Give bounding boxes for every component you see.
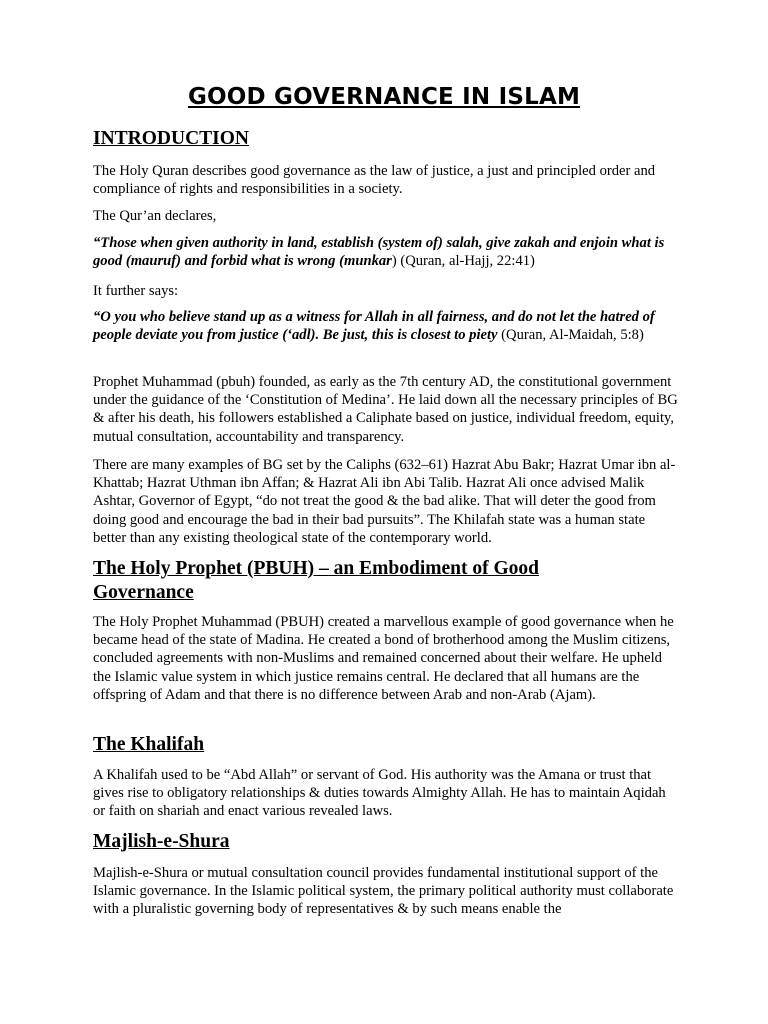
quote-al-hajj-text: “Those when given authority in land, establish (system of) salah, give zakah and enjoin what is good (mauruf) and forbid what is wrong (munkar [93,235,665,270]
khalifah-paragraph: A Khalifah used to be “Abd Allah” or servant of God. His authority was the Amana or trust that gives rise to obligatory relationships & duties towards Almighty Allah. He has to maintain Aqidah or faith on shariah and enact various revealed laws. [93,767,666,820]
intro-paragraph-5: There are many examples of BG set by the Caliphs (632–61) Hazrat Abu Bakr; Hazrat Umar ibn al-Khattab; Hazrat Uthman ibn Affan; & Hazrat Ali ibn Abi Talib. Hazrat Ali once advised Malik Ashtar, Governor of Egypt, “do not treat the good & the bad alike. That will deter the good from doing good and encourage the bad in their bad pursuits”. The Khilafah state was a human state better than any existing theological state of the contemporary world. [93,457,676,546]
intro-paragraph-3: It further says: [93,283,179,299]
quote-al-maidah-text: “O you who believe stand up as a witness for Allah in all fairness, and do not let the hatred of people deviate you from justice (‘adl). Be just, this is closest to piety [93,309,655,344]
document-title: GOOD GOVERNANCE IN ISLAM [187,84,581,110]
intro-paragraph-2: The Qur’an declares, [93,208,217,224]
quote-al-maidah [93,308,678,344]
heading-introduction: INTRODUCTION [93,128,250,149]
heading-majlish-e-shura: Majlish-e-Shura [93,831,230,852]
quote-al-hajj-reference: ) (Quran, al-Hajj, 22:41) [391,253,535,270]
intro-paragraph-1: The Holy Quran describes good governance as the law of justice, a just and principled order and compliance of rights and responsibilities in a society. [93,163,656,198]
heading-khalifah: The Khalifah [93,734,205,755]
intro-paragraph-4: Prophet Muhammad (pbuh) founded, as early as the 7th century AD, the constitutional government under the guidance of the ‘Constitution of Medina’. He laid down all the necessary principles of BG & after his death, his followers established a Caliphate based on justice, individual freedom, equity, mutual consultation, accountability and transparency. [93,374,678,445]
prophet-paragraph: The Holy Prophet Muhammad (PBUH) created a marvellous example of good governance when he became head of the state of Madina. He created a bond of brotherhood among the Muslim citizens, concluded agreements with non-Muslims and remained concerned about their welfare. He upheld the Islamic value system in which justice remains central. He declared that all humans are the offspring of Adam and that there is no difference between Arab and non-Arab (Ajam). [93,614,674,703]
shura-paragraph: Majlish-e-Shura or mutual consultation council provides fundamental institutional support of the Islamic governance. In the Islamic political system, the primary political authority must collaborate with a pluralistic governing body of representatives & by such means enable the [93,865,674,918]
quote-al-hajj [93,234,678,270]
heading-holy-prophet: The Holy Prophet (PBUH) – an Embodiment of Good Governance [93,558,539,603]
quote-al-maidah-reference: (Quran, Al-Maidah, 5:8) [497,327,644,344]
